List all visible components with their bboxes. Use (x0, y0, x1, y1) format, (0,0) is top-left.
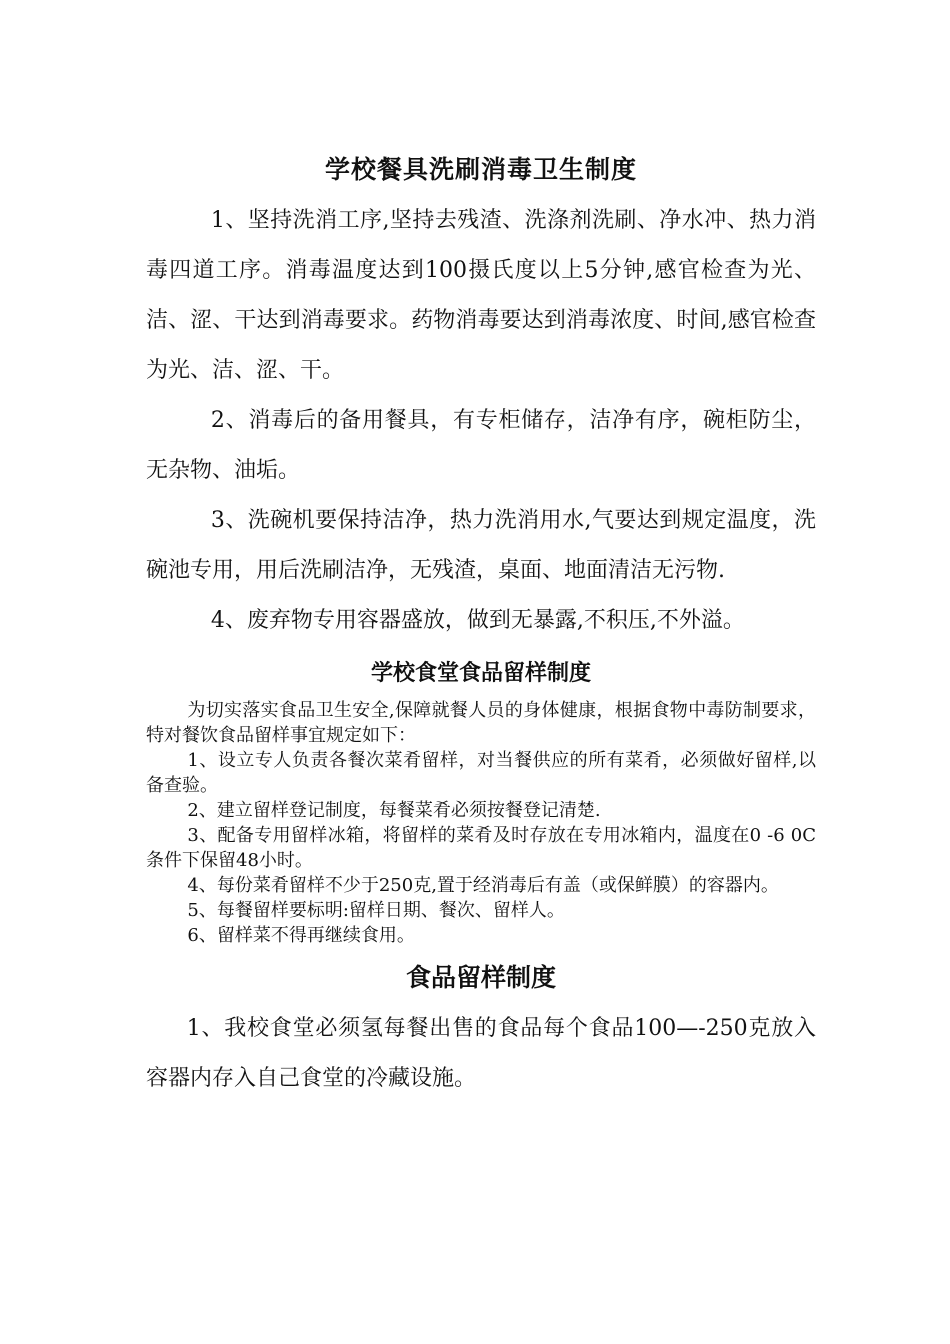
section2-intro: 为切实落实食品卫生安全,保障就餐人员的身体健康，根据食物中毒防制要求，特对餐饮食品留样事宜规定如下： (146, 700, 816, 746)
section1-item-3: 3、洗碗机要保持洁净，热力洗消用水,气要达到规定温度，洗碗池专用，用后洗刷洁净，无残渣，桌面、地面清洁无污物. (146, 508, 816, 583)
section2-item-2: 2、建立留样登记制度，每餐菜肴必须按餐登记清楚. (187, 800, 601, 821)
section2-item-6: 6、留样菜不得再继续食用。 (187, 925, 415, 946)
section2-body (146, 698, 816, 948)
section2-item-3: 3、配备专用留样冰箱，将留样的菜肴及时存放在专用冰箱内，温度在0 -6 0C条件下保留48小时。 (146, 825, 816, 871)
section1-item-1: 1、坚持洗消工序,坚持去残渣、洗涤剂洗刷、净水冲、热力消毒四道工序。消毒温度达到100摄氏度以上5分钟,感官检查为光、洁、涩、干达到消毒要求。药物消毒要达到消毒浓度、时间,感官检查为光、洁、涩、干。 (146, 208, 816, 383)
section1-item-4: 4、废弃物专用容器盛放，做到无暴露,不积压,不外溢。 (210, 608, 745, 633)
section2-title: 学校食堂食品留样制度 (370, 660, 591, 686)
section1-body (146, 196, 816, 646)
section1-item-2: 2、消毒后的备用餐具，有专柜储存，洁净有序，碗柜防尘，无杂物、油垢。 (146, 408, 816, 483)
section1-title: 学校餐具洗刷消毒卫生制度 (324, 155, 637, 184)
section3-title: 食品留样制度 (405, 963, 556, 992)
document-page (146, 150, 816, 1104)
section2-item-5: 5、每餐留样要标明:留样日期、餐次、留样人。 (187, 900, 565, 921)
section3-body (146, 1004, 816, 1104)
section3-item-1: 1、我校食堂必须氢每餐出售的食品每个食品100—-250克放入容器内存入自己食堂的冷藏设施。 (146, 1016, 816, 1091)
section2-item-4: 4、每份菜肴留样不少于250克,置于经消毒后有盖（或保鲜膜）的容器内。 (187, 875, 779, 896)
section2-item-1: 1、设立专人负责各餐次菜肴留样，对当餐供应的所有菜肴，必须做好留样,以备查验。 (146, 750, 816, 796)
